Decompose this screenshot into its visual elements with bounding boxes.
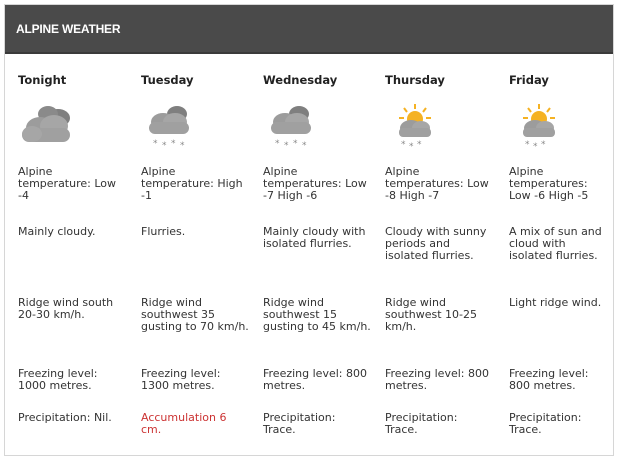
forecast-day-tonight	[18, 54, 136, 454]
freezing-level: Freezing level: 800 metres.	[509, 367, 589, 392]
freezing-level: Freezing level: 1300 metres.	[141, 367, 221, 392]
svg-text:*: *	[533, 142, 538, 150]
svg-text:*: *	[293, 139, 298, 149]
forecast-day-friday	[509, 54, 611, 454]
day-name: Thursday	[385, 73, 445, 87]
sun-cloud-snow-icon	[509, 104, 565, 150]
day-name: Tuesday	[141, 73, 194, 87]
widget-title: ALPINE WEATHER	[16, 21, 121, 36]
alpine-weather-widget	[4, 4, 614, 456]
cloudy-icon	[18, 104, 74, 150]
precipitation: Precipitation: Trace.	[385, 411, 458, 436]
precipitation: Precipitation: Nil.	[18, 411, 112, 424]
conditions: A mix of sun and cloud with isolated flurries.	[509, 225, 602, 262]
day-name: Friday	[509, 73, 549, 87]
forecast-columns	[5, 54, 613, 456]
ridge-wind: Ridge wind south 20-30 km/h.	[18, 296, 114, 321]
freezing-level: Freezing level: 800 metres.	[385, 367, 489, 392]
widget-header	[5, 5, 613, 54]
alpine-temperature: Alpine temperature: Low -4	[18, 165, 117, 202]
alpine-temperature: Alpine temperatures: Low -7 High -6	[263, 165, 367, 202]
conditions: Mainly cloudy with isolated flurries.	[263, 225, 366, 250]
svg-text:*: *	[401, 140, 406, 150]
svg-text:*: *	[162, 141, 167, 150]
precipitation: Precipitation: Trace.	[263, 411, 336, 436]
ridge-wind: Light ridge wind.	[509, 296, 602, 309]
conditions: Mainly cloudy.	[18, 225, 96, 238]
freezing-level: Freezing level: 800 metres.	[263, 367, 367, 392]
ridge-wind: Ridge wind southwest 35 gusting to 70 km/h.	[141, 296, 249, 333]
svg-text:*: *	[171, 139, 176, 149]
svg-text:*: *	[284, 141, 289, 150]
conditions: Flurries.	[141, 225, 186, 238]
day-name: Wednesday	[263, 73, 338, 87]
freezing-level: Freezing level: 1000 metres.	[18, 367, 98, 392]
svg-text:*: *	[180, 141, 185, 150]
svg-text:*: *	[302, 141, 307, 150]
ridge-wind: Ridge wind southwest 10-25 km/h.	[385, 296, 477, 333]
precipitation-accumulation: Accumulation 6 cm.	[141, 411, 227, 436]
svg-text:*: *	[417, 140, 422, 150]
snow-flurries-icon	[141, 104, 197, 150]
precipitation: Precipitation: Trace.	[509, 411, 582, 436]
ridge-wind: Ridge wind southwest 15 gusting to 45 km/h.	[263, 296, 371, 333]
alpine-temperature: Alpine temperatures: Low -6 High -5	[509, 165, 589, 202]
forecast-day-thursday	[385, 54, 503, 454]
sun-cloud-snow-icon	[385, 104, 441, 150]
alpine-temperature: Alpine temperature: High -1	[141, 165, 243, 202]
snow-flurries-icon	[263, 104, 319, 150]
forecast-day-wednesday	[263, 54, 381, 454]
conditions: Cloudy with sunny periods and isolated flurries.	[385, 225, 487, 262]
day-name: Tonight	[18, 73, 67, 87]
forecast-day-tuesday	[141, 54, 259, 454]
svg-text:*: *	[153, 139, 158, 149]
svg-text:*: *	[525, 140, 530, 150]
svg-text:*: *	[409, 142, 414, 150]
svg-text:*: *	[541, 140, 546, 150]
alpine-temperature: Alpine temperatures: Low -8 High -7	[385, 165, 489, 202]
svg-text:*: *	[275, 139, 280, 149]
